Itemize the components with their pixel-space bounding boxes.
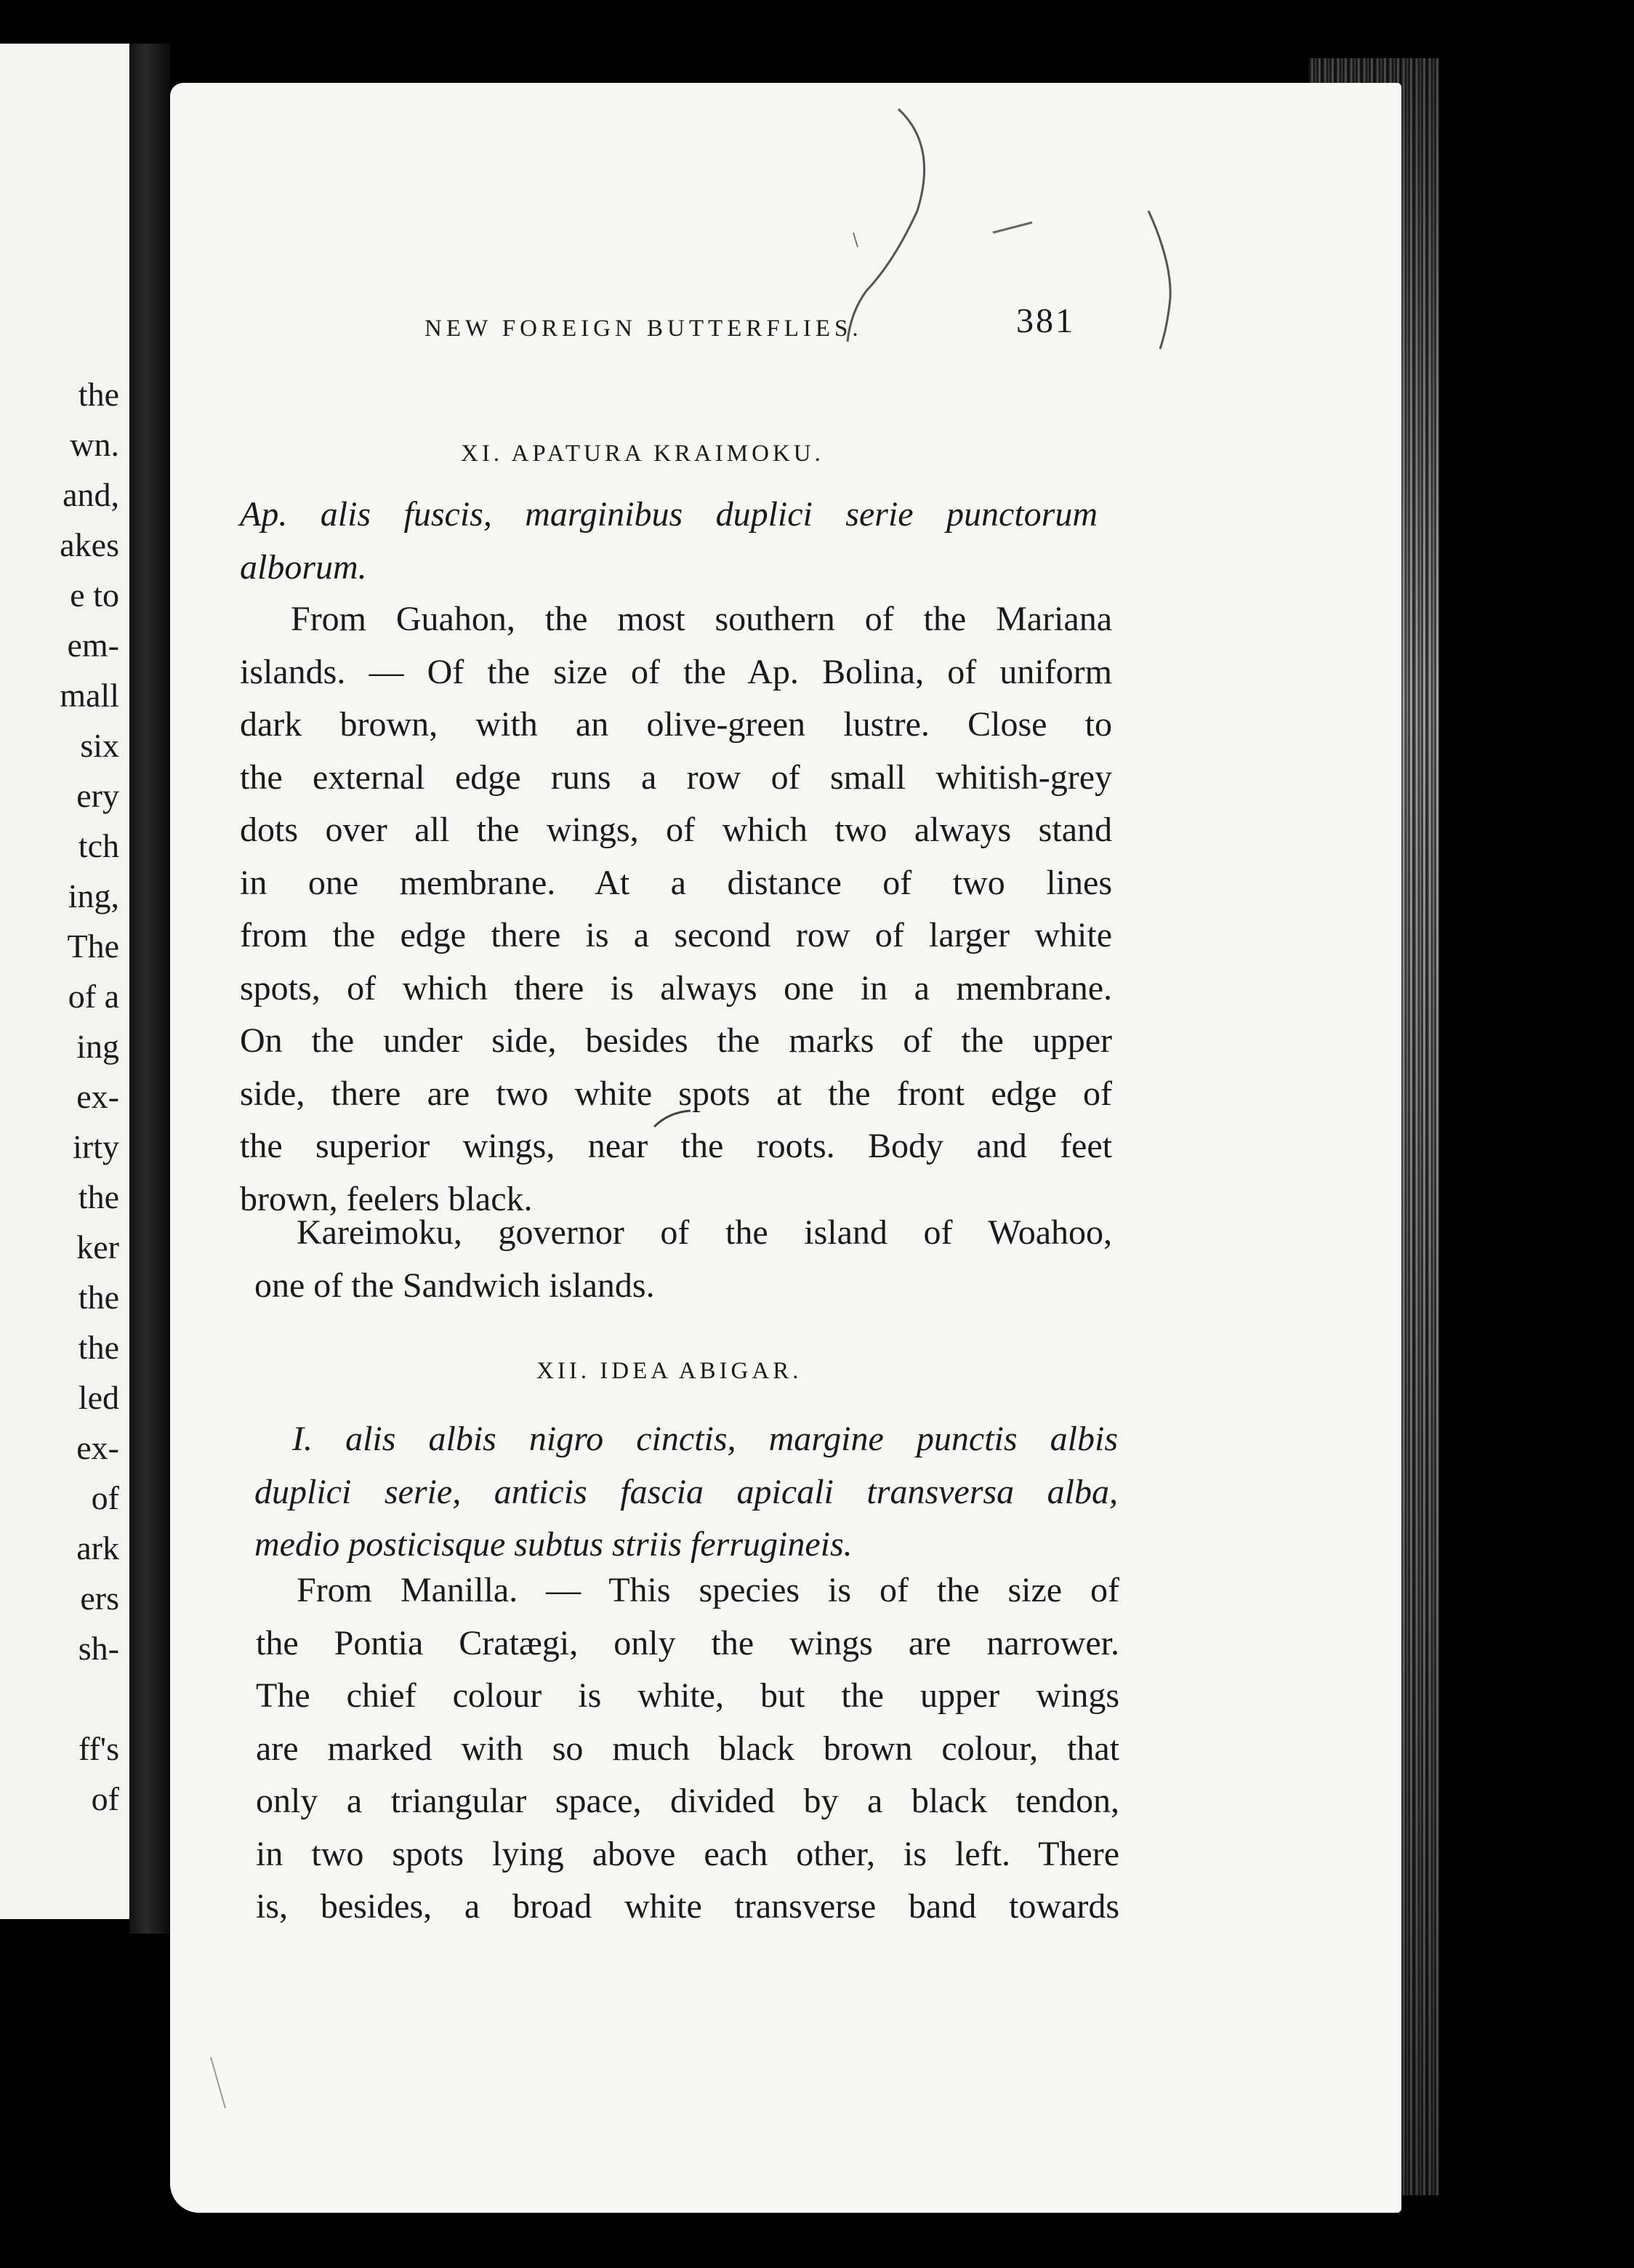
- text-line: From Manilla. — This species is of the size of: [297, 1571, 1119, 1609]
- left-page-word: ff's: [79, 1730, 119, 1767]
- left-page-word: the: [78, 1178, 119, 1215]
- running-head: NEW FOREIGN BUTTERFLIES.: [424, 315, 863, 342]
- text-line: in two spots lying above each other, is left. There: [256, 1834, 1119, 1873]
- left-page-word: of: [91, 1780, 119, 1817]
- left-page-word: ing: [76, 1028, 119, 1065]
- left-page-word: irty: [73, 1128, 119, 1165]
- latin-diagnosis: [254, 1413, 1118, 1572]
- left-page-word: the: [78, 1279, 119, 1316]
- left-page-word: the: [78, 376, 119, 413]
- left-page-word: sh-: [78, 1630, 119, 1667]
- left-page-word: em-: [67, 627, 119, 664]
- text-line: alborum.: [240, 547, 367, 587]
- text-line: from the edge there is a second row of larger white: [240, 916, 1112, 954]
- text-line: spots, of which there is always one in a membrane.: [240, 968, 1112, 1008]
- left-page-word: ex-: [76, 1078, 119, 1115]
- text-line: are marked with so much black brown colour, that: [256, 1729, 1119, 1768]
- left-page-word: of: [91, 1479, 119, 1516]
- text-line: The chief colour is white, but the upper wings: [256, 1676, 1119, 1715]
- left-page-word: ery: [76, 777, 119, 814]
- text-line: dots over all the wings, of which two always stand: [240, 811, 1112, 849]
- text-line: in one membrane. At a distance of two lines: [240, 863, 1112, 902]
- left-page-word: the: [78, 1329, 119, 1366]
- description-paragraph: [240, 593, 1112, 1226]
- left-page-word: six: [80, 727, 119, 764]
- left-page-word: wn.: [70, 426, 119, 463]
- section-heading: XI. APATURA KRAIMOKU.: [461, 441, 824, 467]
- note-paragraph: [254, 1207, 1112, 1312]
- text-line: brown, feelers black.: [240, 1179, 533, 1218]
- left-page-word: ex-: [76, 1429, 119, 1466]
- left-page-word: ing,: [68, 877, 119, 914]
- left-page-word: The: [67, 928, 119, 965]
- left-page-word: ker: [76, 1228, 119, 1266]
- description-paragraph: [256, 1564, 1119, 1934]
- left-page-word: and,: [63, 476, 119, 513]
- text-line: On the under side, besides the marks of the upper: [240, 1021, 1112, 1060]
- latin-diagnosis: [240, 488, 1098, 594]
- text-line: is, besides, a broad white transverse band towards: [256, 1887, 1119, 1926]
- page-number: 381: [1016, 302, 1075, 340]
- left-page-word: of a: [68, 978, 119, 1015]
- text-line: the superior wings, near the roots. Body and feet: [240, 1127, 1112, 1165]
- text-line: dark brown, with an olive-green lustre. Close to: [240, 705, 1112, 744]
- left-page-word: ark: [76, 1529, 119, 1567]
- text-line: Kareimoku, governor of the island of Woahoo,: [297, 1213, 1112, 1252]
- text-line: the external edge runs a row of small whitish-grey: [240, 757, 1112, 797]
- text-line: islands. — Of the size of the Ap. Bolina, of uniform: [240, 652, 1112, 691]
- left-page-word: akes: [60, 526, 119, 563]
- text-line: side, there are two white spots at the front edge of: [240, 1074, 1112, 1113]
- section-heading: XII. IDEA ABIGAR.: [536, 1358, 802, 1384]
- text-line: From Guahon, the most southern of the Mariana: [291, 600, 1112, 638]
- text-line: medio posticisque subtus striis ferrugineis.: [254, 1525, 853, 1564]
- text-line: I. alis albis nigro cinctis, margine punctis albis: [292, 1420, 1118, 1458]
- left-page-word: e to: [70, 576, 119, 614]
- left-page-word: ers: [80, 1580, 119, 1617]
- left-page-word: mall: [60, 677, 119, 714]
- left-page-word: led: [78, 1379, 119, 1416]
- text-line: duplici serie, anticis fascia apicali transversa alba,: [254, 1472, 1118, 1511]
- text-line: only a triangular space, divided by a black tendon,: [256, 1782, 1119, 1820]
- left-page-word: tch: [78, 827, 119, 864]
- text-line: Ap. alis fuscis, marginibus duplici serie punctorum: [240, 495, 1098, 534]
- text-line: the Pontia Cratægi, only the wings are narrower.: [256, 1623, 1119, 1662]
- text-line: one of the Sandwich islands.: [254, 1266, 655, 1305]
